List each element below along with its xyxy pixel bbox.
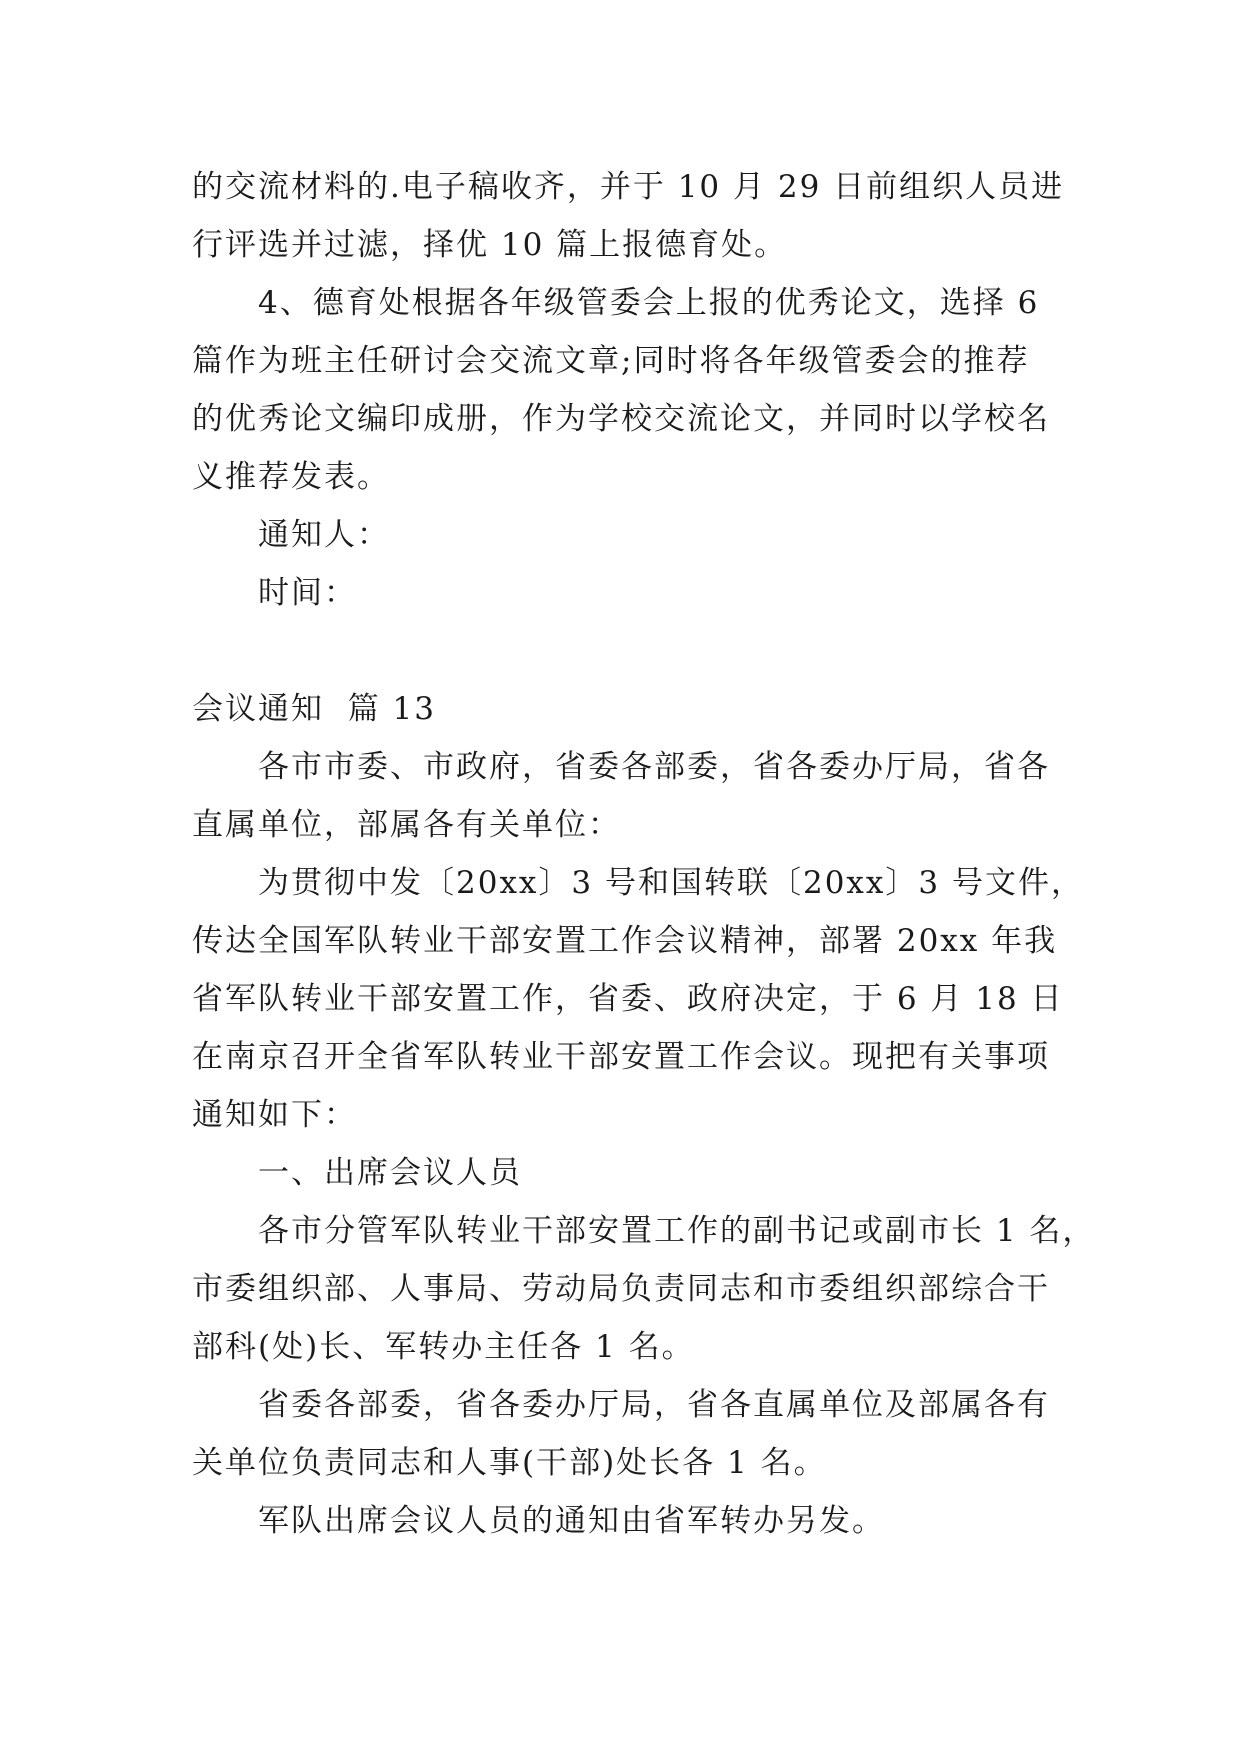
text-line: 各市市委、市政府，省委各部委，省各委办厅局，省各	[258, 749, 1050, 785]
text-line: 市委组织部、人事局、劳动局负责同志和市委组织部综合干	[192, 1271, 1050, 1307]
text-line: 传达全国军队转业干部安置工作会议精神，部署 20xx 年我	[192, 923, 1058, 959]
document-body-part2	[192, 738, 1096, 1550]
text-line: 在南京召开全省军队转业干部安置工作会议。现把有关事项	[192, 1039, 1050, 1075]
text-line: 省军队转业干部安置工作，省委、政府决定，于 6 月 18 日	[192, 981, 1064, 1017]
text-line: 一、出席会议人员	[258, 1155, 522, 1191]
text-line: 军队出席会议人员的通知由省军转办另发。	[258, 1503, 885, 1539]
text-line: 时间：	[258, 575, 357, 611]
text-line: 的优秀论文编印成册，作为学校交流论文，并同时以学校名	[192, 401, 1050, 437]
text-line: 通知如下：	[192, 1097, 357, 1133]
text-line: 直属单位，部属各有关单位：	[192, 807, 621, 843]
text-line: 篇作为班主任研讨会交流文章;同时将各年级管委会的推荐	[192, 343, 1030, 379]
section-spacer	[192, 622, 1052, 680]
text-line: 关单位负责同志和人事(干部)处长各 1 名。	[192, 1445, 827, 1481]
text-line: 行评选并过滤，择优 10 篇上报德育处。	[192, 227, 788, 263]
text-line: 义推荐发表。	[192, 459, 390, 495]
text-line: 通知人：	[258, 517, 390, 553]
text-line: 为贯彻中发〔20xx〕3 号和国转联〔20xx〕3 号文件，	[258, 865, 1084, 901]
document-body-part1	[192, 158, 1065, 622]
text-line: 各市分管军队转业干部安置工作的副书记或副市长 1 名，	[258, 1213, 1096, 1249]
document-page	[192, 158, 1096, 1550]
section-title: 会议通知 篇 13	[192, 691, 437, 727]
text-line: 部科(处)长、军转办主任各 1 名。	[192, 1329, 695, 1365]
text-line: 省委各部委，省各委办厅局，省各直属单位及部属各有	[258, 1387, 1050, 1423]
text-line: 4、德育处根据各年级管委会上报的优秀论文，选择 6	[258, 285, 1040, 321]
text-line: 的交流材料的.电子稿收齐，并于 10 月 29 日前组织人员进	[192, 169, 1065, 205]
